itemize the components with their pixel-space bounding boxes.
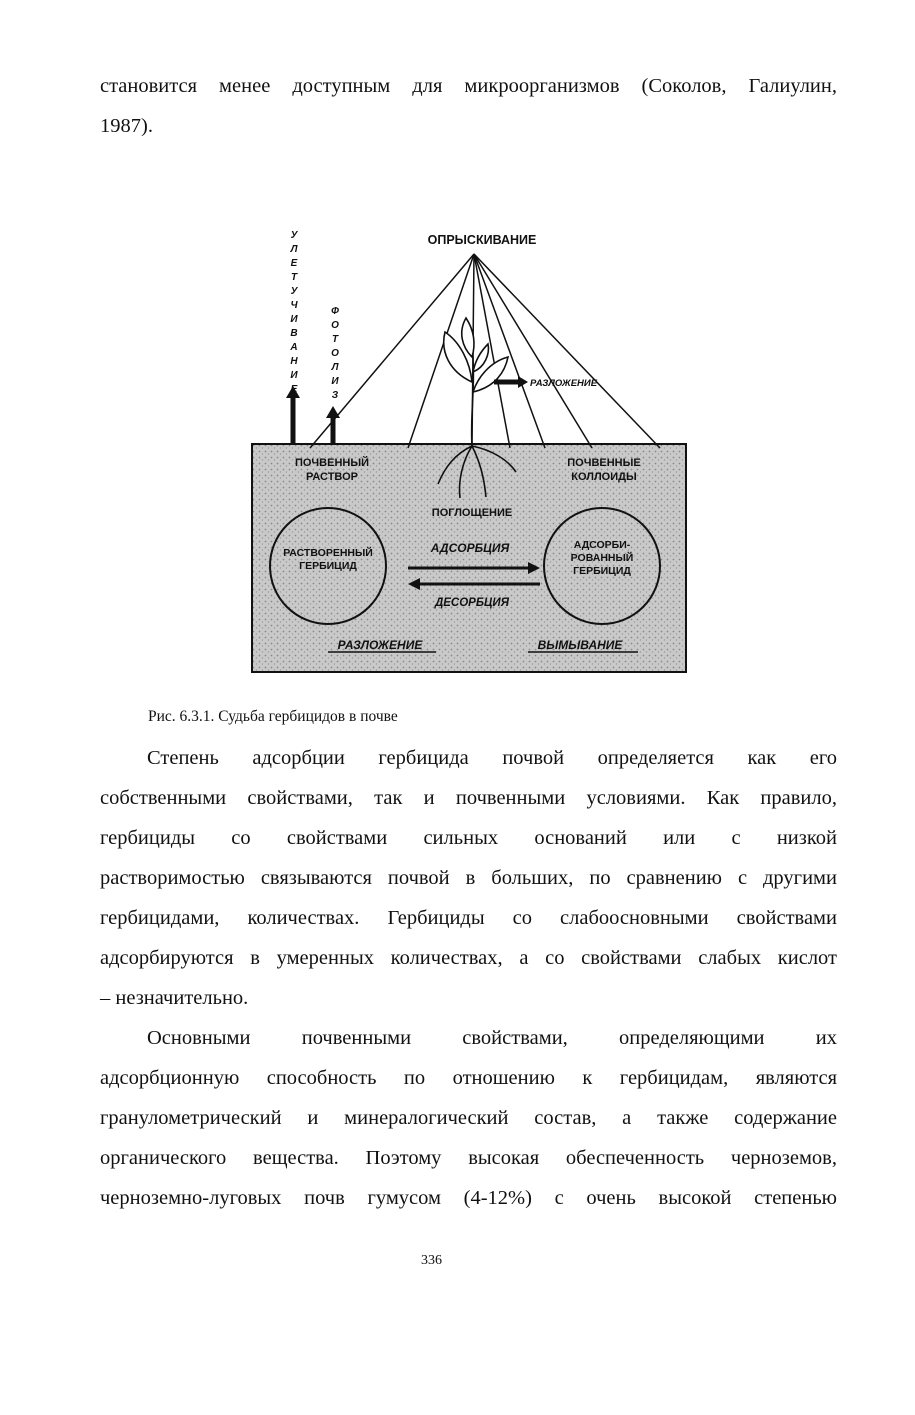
herbicide-fate-diagram bbox=[240, 222, 700, 682]
svg-text:О: О bbox=[331, 320, 339, 331]
svg-text:И: И bbox=[290, 370, 298, 381]
volatilization-label bbox=[289, 230, 298, 395]
soil-colloids-label: ПОЧВЕННЫЕ КОЛЛОИДЫ bbox=[567, 457, 641, 483]
svg-text:Л: Л bbox=[331, 362, 339, 373]
svg-text:З: З bbox=[331, 390, 339, 401]
svg-text:О: О bbox=[331, 348, 339, 359]
svg-text:У: У bbox=[290, 230, 298, 241]
svg-text:Ф: Ф bbox=[331, 306, 339, 317]
text-line: – незначительно. bbox=[100, 987, 249, 1009]
text-line: адсорбируются в умеренных количествах, а со свойствами слабых кислот bbox=[100, 947, 837, 969]
svg-text:Н: Н bbox=[290, 356, 298, 367]
svg-text:Е: Е bbox=[290, 258, 298, 269]
uptake-label: ПОГЛОЩЕНИЕ bbox=[431, 507, 513, 519]
page-number: 336 bbox=[421, 1253, 442, 1268]
soil-solution-label: ПОЧВЕННЫЙ РАСТВОР bbox=[294, 457, 370, 483]
text-line: черноземно-луговых почв гумусом (4-12%) с очень высокой степенью bbox=[100, 1187, 837, 1209]
text-line: гранулометрический и минералогический состав, а также содержание bbox=[100, 1107, 837, 1129]
text-line: Степень адсорбции гербицида почвой определяется как его bbox=[147, 747, 837, 769]
leaching-label: ВЫМЫВАНИЕ bbox=[537, 638, 623, 652]
decomposition-bottom-label: РАЗЛОЖЕНИЕ bbox=[337, 638, 423, 652]
text-line: органического вещества. Поэтому высокая обеспеченность черноземов, bbox=[100, 1147, 837, 1169]
svg-text:И: И bbox=[290, 314, 298, 325]
svg-text:В: В bbox=[290, 328, 298, 339]
svg-text:И: И bbox=[331, 376, 339, 387]
decomposition-top-label: РАЗЛОЖЕНИЕ bbox=[530, 378, 598, 389]
paragraph-2 bbox=[100, 1018, 837, 1218]
adsorbed-herbicide-label: АДСОРБИ-РОВАННЫЙ ГЕРБИЦИД bbox=[570, 539, 634, 577]
svg-text:А: А bbox=[290, 342, 298, 353]
text-line: становится менее доступным для микроорганизмов (Соколов, Галиулин, bbox=[100, 75, 837, 97]
figure-caption: Рис. 6.3.1. Судьба гербицидов в почве bbox=[148, 708, 398, 725]
text-line: собственными свойствами, так и почвенными условиями. Как правило, bbox=[100, 787, 837, 809]
photolysis-arrowhead bbox=[326, 406, 340, 418]
text-line: 1987). bbox=[100, 115, 153, 137]
text-line: гербицидами, количествах. Гербициды со слабоосновными свойствами bbox=[100, 907, 837, 929]
svg-text:Ч: Ч bbox=[290, 300, 298, 311]
svg-text:У: У bbox=[290, 286, 298, 297]
svg-text:Т: Т bbox=[290, 272, 298, 283]
dissolved-herbicide-label: РАСТВОРЕННЫЙ ГЕРБИЦИД bbox=[283, 547, 373, 572]
desorption-label: ДЕСОРБЦИЯ bbox=[434, 597, 510, 609]
text-line: гербициды со свойствами сильных оснований или с низкой bbox=[100, 827, 837, 849]
svg-text:Т: Т bbox=[331, 334, 339, 345]
paragraph-1 bbox=[100, 738, 837, 1018]
svg-text:Л: Л bbox=[290, 244, 298, 255]
text-line: адсорбционную способность по отношению к гербицидам, являются bbox=[100, 1067, 837, 1089]
spraying-label: ОПРЫСКИВАНИЕ bbox=[427, 233, 537, 247]
text-line: Основными почвенными свойствами, определяющими их bbox=[147, 1027, 837, 1049]
top-paragraph bbox=[100, 66, 837, 146]
text-line: растворимостью связываются почвой в больших, по сравнению с другими bbox=[100, 867, 837, 889]
photolysis-label bbox=[331, 306, 340, 401]
adsorption-label: АДСОРБЦИЯ bbox=[430, 541, 510, 555]
svg-text:Е: Е bbox=[290, 384, 298, 395]
